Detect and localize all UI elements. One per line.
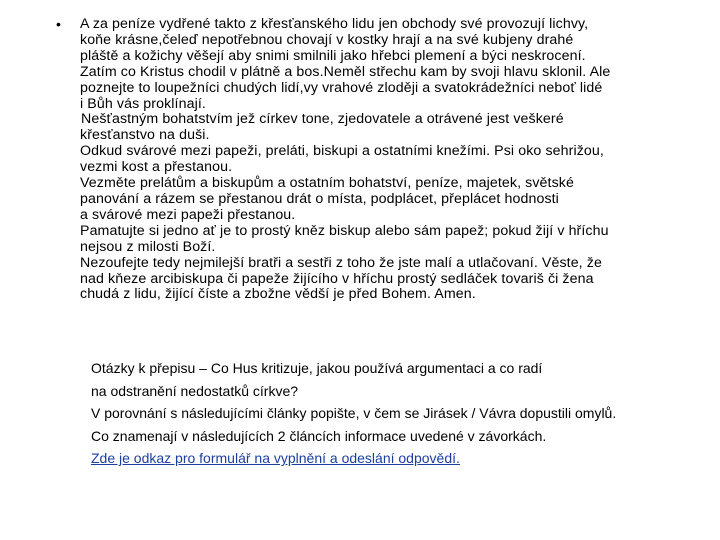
hus-sermon-text [80, 17, 700, 303]
text-line: pláště a kožichy věšejí aby snimi smilnili jako hřebci plemení a býci neskrocení. [80, 47, 586, 64]
question-line: V porovnání s následujícími články popište, v čem se Jirásek / Vávra dopustili omylů. [91, 405, 617, 422]
text-line: Nešťastným bohatstvím jež církev tone, zjedovatele a otrávené jest veškeré [81, 111, 564, 128]
text-line: Vezměte prelátům a biskupům a ostatním bohatství, peníze, majetek, světské [80, 175, 574, 192]
text-line: Zatím co Kristus chodil v plátně a bos.Neměl střechu kam by svoji hlavu sklonil. Ale [80, 63, 611, 80]
text-line: a svárové mezi papeži přestanou. [80, 206, 296, 223]
text-line: nejsou z milosti Boží. [80, 238, 216, 255]
text-line: vezmi kost a přestanou. [80, 159, 233, 176]
assignment-questions [91, 357, 711, 470]
answer-form-link[interactable]: Zde je odkaz pro formulář na vyplnění a odeslání odpovědí. [91, 450, 460, 467]
text-line: panování a rázem se přestanou drát o místa, podplácet, přeplácet hodnosti [80, 190, 559, 207]
text-line: křesťanstvo na duši. [80, 127, 210, 144]
text-line: Nezoufejte tedy nejmilejší bratři a sestři z toho že jste malí a utlačovaní. Věste, že [80, 254, 602, 271]
text-line: poznejte to loupežníci chudých lidí,vy vrahové zloději a svatokrádežníci neboť lidé [80, 79, 603, 96]
text-line: Pamatujte si jedno ať je to prostý kněz biskup alebo sám papež; pokud žijí v hříchu [80, 222, 609, 239]
text-line: koňe krásne,čeleď nepotřebnou chovají v kostky hrají a na své kubjeny drahé [80, 31, 574, 48]
bullet-point: • [56, 16, 61, 32]
text-line: chudá z lidu, žijící číste a zbožne vědší je před Bohem. Amen. [80, 286, 476, 303]
question-line: na odstranění nedostatků církve? [91, 382, 299, 399]
text-line: nad kňeze arcibiskupa či papeže žijícího v hříchu prostý sedláček tovariš či žena [80, 270, 594, 287]
text-line: i Bůh vás proklínají. [80, 95, 206, 112]
question-line: Otázky k přepisu – Co Hus kritizuje, jakou používá argumentaci a co radí [91, 360, 543, 376]
text-line: Odkud svárové mezi papeži, preláti, biskupi a ostatními knežími. Psi oko sehrižou, [80, 143, 604, 160]
question-line: Co znamenají v následujících 2 článcích informace uvedené v závorkách. [91, 427, 547, 444]
text-line: A za peníze vydřené takto z křesťanského lidu jen obchody své provozují lichvy, [80, 16, 589, 32]
